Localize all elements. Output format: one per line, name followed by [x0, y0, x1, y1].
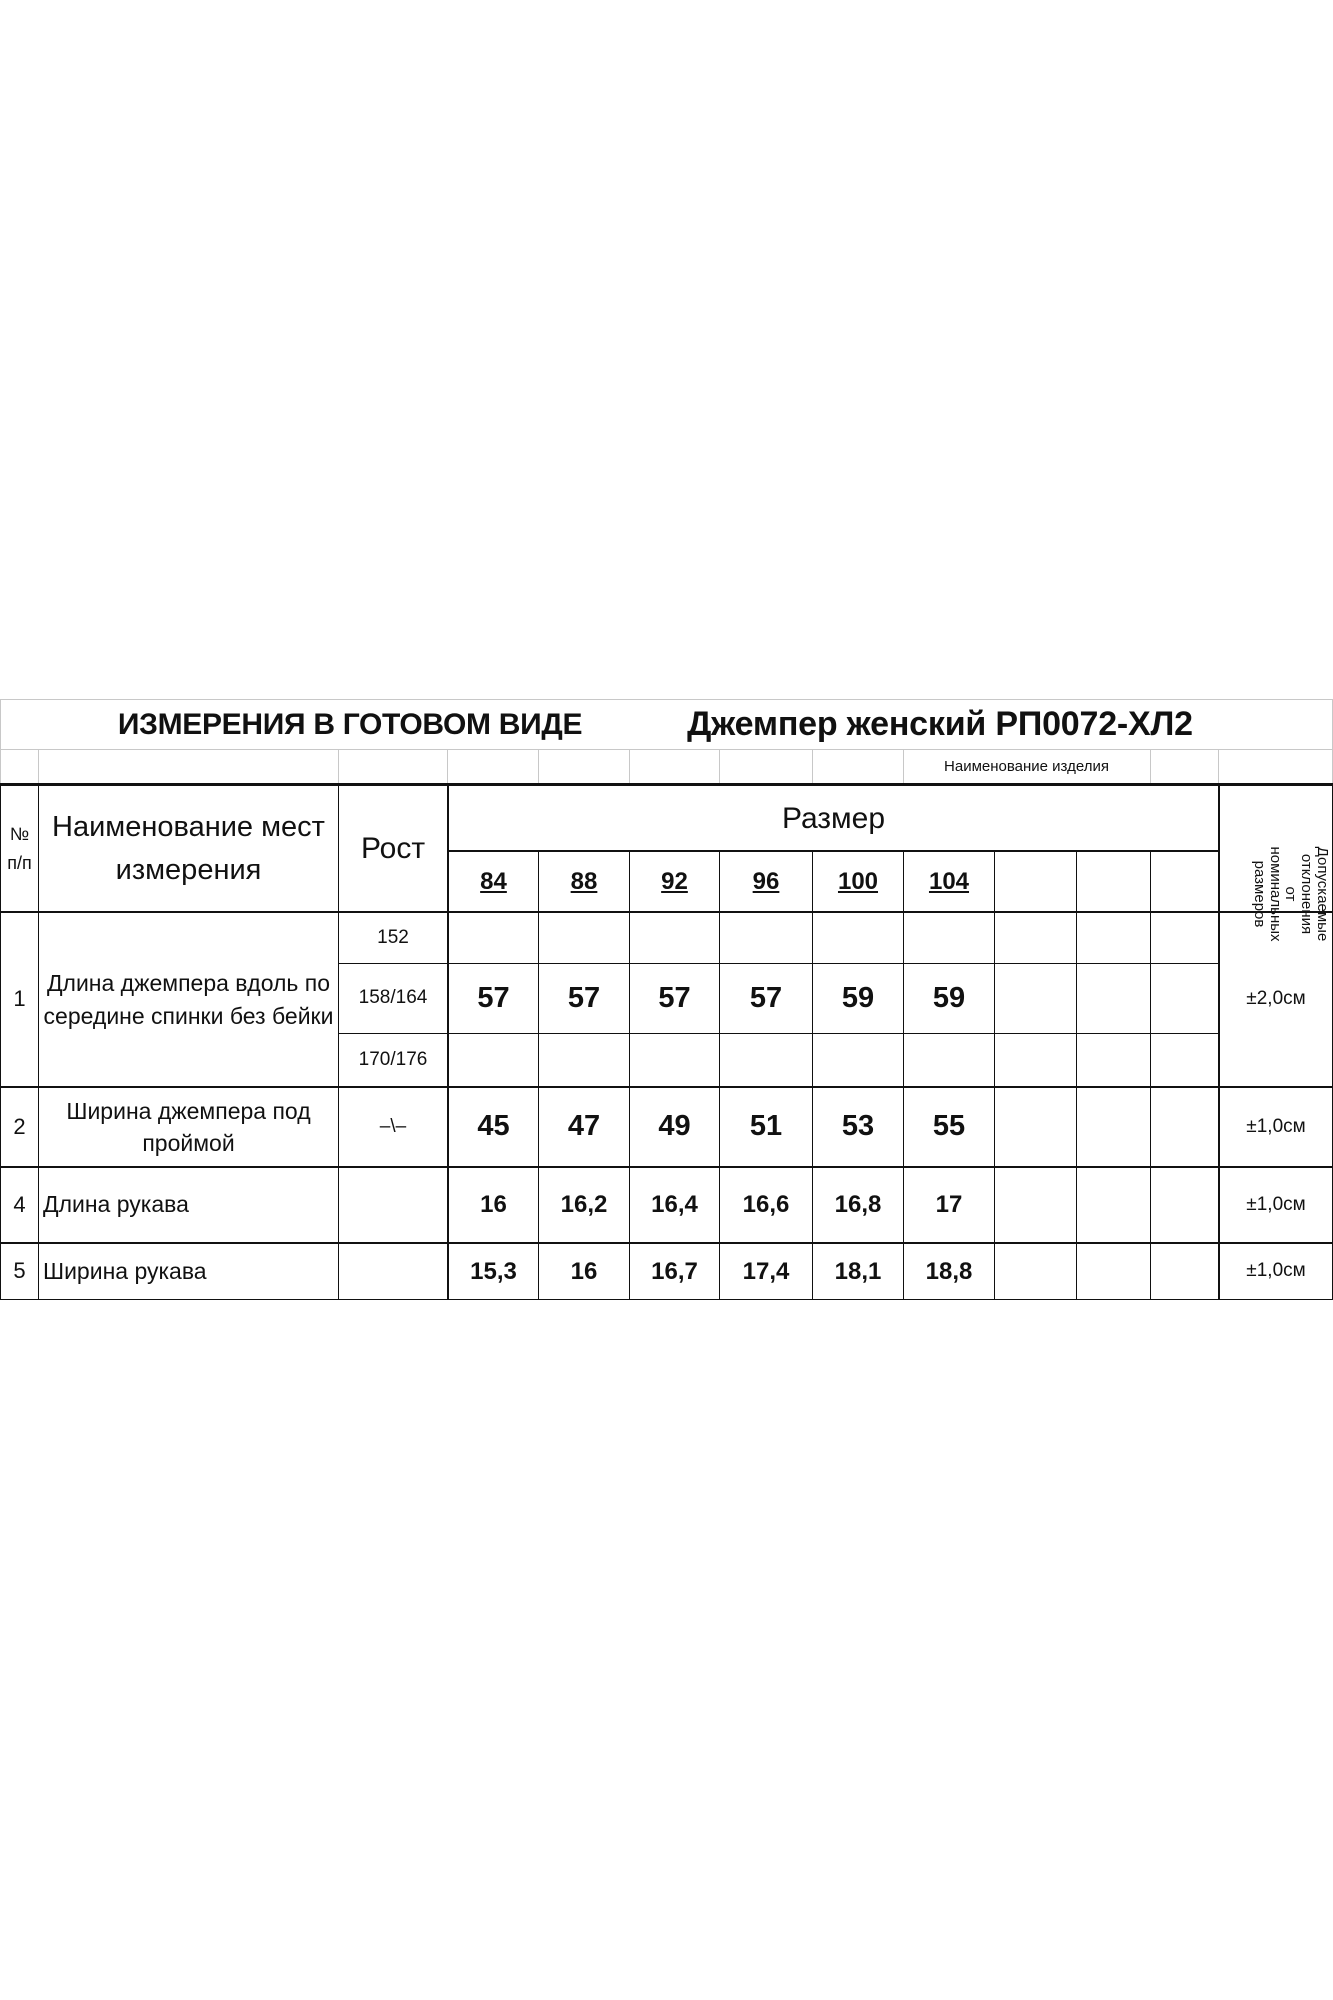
tolerance-header-line: Допускаемые [1314, 846, 1331, 942]
row-1-value: 57 [749, 981, 783, 1014]
row-5-value: 16,7 [651, 1257, 698, 1285]
grid-line [538, 749, 539, 784]
size-92: 92 [661, 867, 688, 895]
product-name: Джемпер женский РП0072-ХЛ2 [687, 704, 1193, 743]
column-border [994, 851, 995, 1300]
height-170-176: 170/176 [358, 1048, 428, 1070]
row-1-value: 57 [567, 981, 601, 1014]
grid-line [447, 749, 448, 784]
row-4-value: 16,2 [560, 1191, 608, 1219]
product-caption: Наименование изделия [944, 758, 1109, 776]
grid-line [0, 699, 1, 784]
row-4-value: 17 [935, 1191, 963, 1219]
name-header-line1: Наименование мест [52, 811, 325, 844]
grid-line [38, 749, 39, 784]
row-2-name-line1: Ширина джемпера под [66, 1097, 311, 1124]
row-5-value: 16 [570, 1257, 598, 1285]
row-5-name: Ширина рукава [43, 1257, 207, 1284]
size-header: Размер [781, 801, 886, 835]
grid-line [1150, 749, 1151, 784]
row-5-value: 18,8 [925, 1257, 973, 1285]
num-header [1, 786, 38, 911]
row-5-value: 17,4 [742, 1257, 790, 1285]
row-1-value: 59 [841, 981, 875, 1014]
size-84: 84 [480, 867, 507, 895]
size-100: 100 [837, 867, 879, 895]
row-2-value: 55 [932, 1110, 966, 1143]
row-5-value: 15,3 [470, 1257, 517, 1285]
row-4-value: 16 [480, 1191, 507, 1219]
name-header-line2: измерения [115, 853, 262, 886]
row-2-height: –\– [379, 1115, 407, 1137]
row-4-value: 16,6 [742, 1191, 790, 1219]
table-border [0, 1299, 1333, 1300]
grid-line [0, 749, 1333, 750]
grid-line [719, 749, 720, 784]
height-152: 152 [377, 926, 409, 948]
row-4-value: 16,4 [651, 1191, 698, 1219]
tolerance-header-line: размеров [1251, 860, 1268, 928]
row-4-height [339, 1168, 447, 1242]
column-border [1150, 851, 1151, 1300]
tolerance-header-line: номинальных [1266, 846, 1284, 942]
column-border [1076, 851, 1077, 1300]
measurement-sheet [0, 699, 1333, 1300]
row-1-value: 57 [477, 981, 510, 1014]
grid-line [629, 749, 630, 784]
grid-line [812, 749, 813, 784]
row-5-value: 18,1 [834, 1257, 882, 1285]
row-1-name [39, 913, 338, 1086]
row-2-value: 51 [749, 1110, 783, 1143]
row-5-height [339, 1244, 447, 1299]
height-158-164: 158/164 [358, 987, 428, 1009]
row-2-value: 45 [477, 1110, 510, 1143]
row-4-name: Длина рукава [43, 1191, 189, 1218]
row-2-value: 49 [658, 1110, 691, 1143]
row-2-name-line2: проймой [142, 1130, 235, 1156]
row-1-name-line1: Длина джемпера вдоль по [46, 970, 331, 997]
row-1-number: 1 [13, 986, 26, 1012]
row-4-number: 4 [13, 1191, 26, 1217]
size-88: 88 [570, 867, 598, 895]
sheet-title: ИЗМЕРЕНИЯ В ГОТОВОМ ВИДЕ [117, 707, 583, 741]
num-header-line1: № [9, 823, 30, 844]
row-5-number: 5 [13, 1258, 26, 1284]
name-header [39, 786, 338, 911]
row-1-tolerance: ±2,0см [1246, 988, 1306, 1010]
row-2-value: 47 [567, 1110, 601, 1143]
row-1-name-line2: середине спинки без бейки [43, 1002, 334, 1029]
height-header: Рост [360, 832, 426, 865]
row-border [338, 1033, 1218, 1034]
row-1-value: 57 [658, 981, 691, 1014]
tolerance-header-line: отклонения [1298, 853, 1316, 935]
size-96: 96 [752, 867, 780, 895]
grid-line [1218, 749, 1219, 784]
row-4-value: 16,8 [834, 1191, 882, 1219]
tolerance-header-line: от [1282, 886, 1300, 902]
row-4-tolerance: ±1,0см [1246, 1193, 1306, 1215]
row-2-number: 2 [13, 1113, 26, 1139]
size-104: 104 [928, 867, 970, 895]
row-2-tolerance: ±1,0см [1246, 1115, 1306, 1137]
row-2-value: 53 [841, 1110, 875, 1143]
row-1-value: 59 [932, 981, 966, 1014]
num-header-line2: п/п [7, 852, 32, 873]
grid-line [338, 749, 339, 784]
row-2-name [39, 1088, 338, 1166]
row-5-tolerance: ±1,0см [1246, 1260, 1306, 1282]
